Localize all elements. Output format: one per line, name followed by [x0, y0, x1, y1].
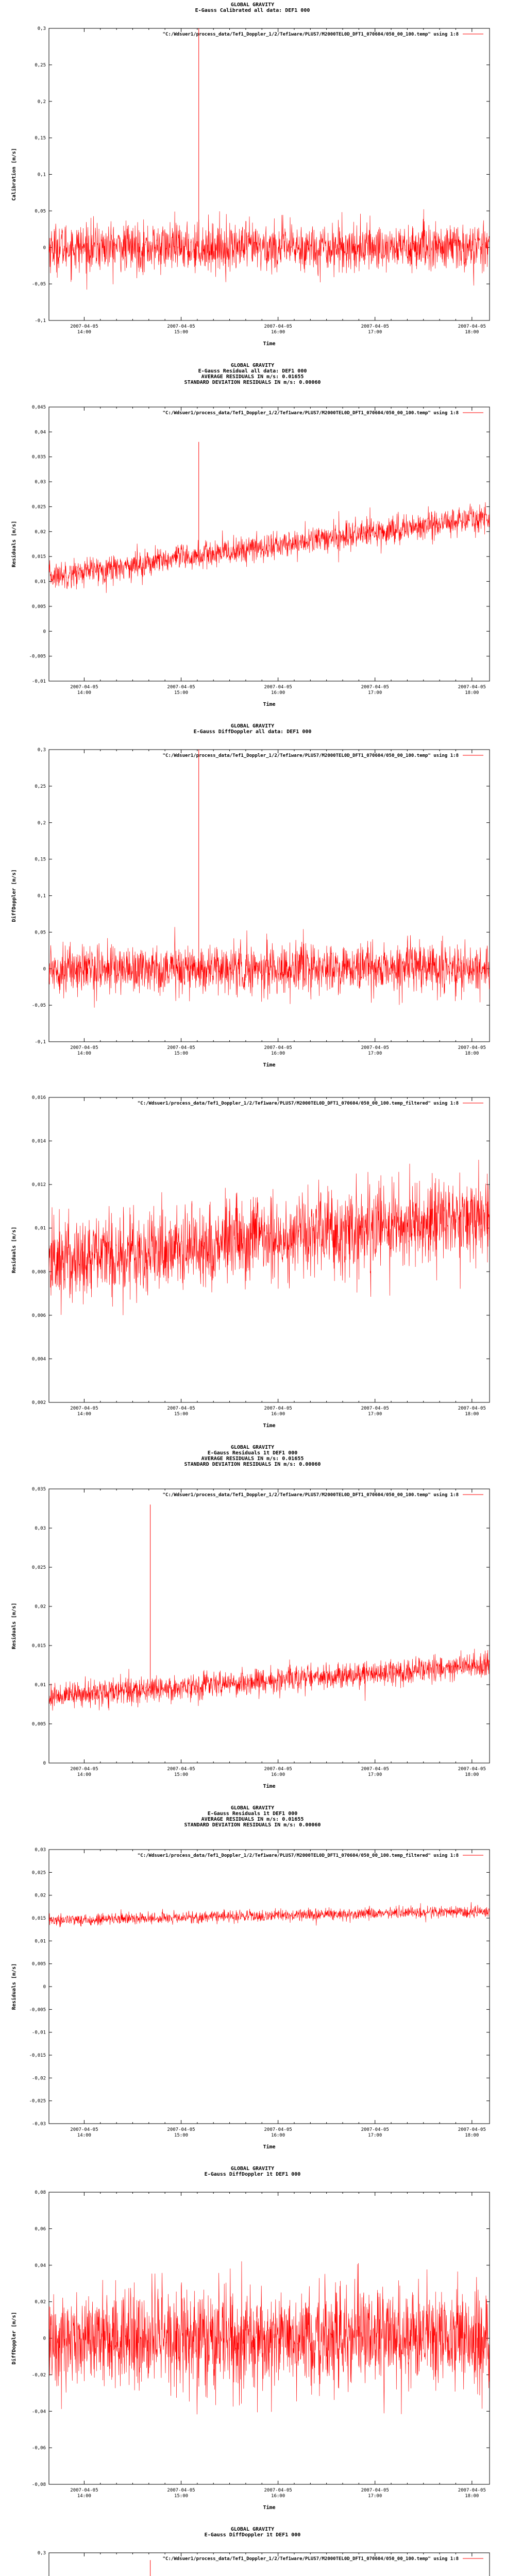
- y-tick-label: -0,08: [31, 2482, 46, 2487]
- y-tick-label: 0: [43, 1761, 46, 1766]
- y-tick-label: 0,05: [35, 209, 46, 214]
- y-tick-label: 0,002: [31, 1400, 46, 1405]
- y-tick-label: 0,2: [37, 99, 46, 105]
- x-tick-label: 2007-04-05: [458, 1045, 486, 1050]
- y-tick-label: 0,01: [35, 1226, 46, 1231]
- x-tick-label: 2007-04-05: [264, 2127, 292, 2132]
- x-tick-label: 16:00: [271, 1772, 285, 1777]
- y-tick-label: -0,015: [29, 2053, 46, 2058]
- x-tick-label: 18:00: [465, 690, 479, 696]
- x-tick-label: 2007-04-05: [264, 1045, 292, 1050]
- y-tick-label: 0,15: [35, 135, 46, 141]
- chart-title-line: STANDARD DEVIATION RESIDUALS IN m/s: 0.00060: [184, 1462, 321, 1467]
- series-line: [49, 927, 490, 1008]
- chart-title-line: GLOBAL GRAVITY: [230, 2, 275, 8]
- x-tick-label: 2007-04-05: [458, 2488, 486, 2493]
- y-tick-label: 0,015: [31, 1916, 46, 1921]
- x-tick-label: 2007-04-05: [167, 2488, 195, 2493]
- y-tick-label: 0,04: [35, 430, 46, 435]
- chart-svg: [0, 2524, 505, 2576]
- y-tick-label: 0,3: [37, 26, 46, 31]
- x-tick-label: 18:00: [465, 1412, 479, 1417]
- y-tick-label: 0: [43, 245, 46, 251]
- y-tick-label: 0,25: [35, 62, 46, 68]
- y-tick-label: -0,01: [31, 679, 46, 684]
- y-tick-label: -0,025: [29, 2098, 46, 2104]
- x-tick-label: 2007-04-05: [458, 1767, 486, 1772]
- chart-svg: [0, 1443, 505, 1803]
- y-tick-label: -0,02: [31, 2076, 46, 2081]
- y-tick-label: -0,005: [29, 654, 46, 659]
- chart-title-line: STANDARD DEVIATION RESIDUALS IN m/s: 0.00060: [184, 1822, 321, 1828]
- y-tick-label: -0,02: [31, 2372, 46, 2378]
- x-tick-label: 2007-04-05: [70, 324, 98, 329]
- x-tick-label: 2007-04-05: [361, 1406, 389, 1411]
- x-tick-label: 2007-04-05: [167, 1406, 195, 1411]
- y-tick-label: 0,008: [31, 1269, 46, 1275]
- y-axis-label: DiffDoppler [m/s]: [11, 2312, 17, 2365]
- chart-svg: [0, 1082, 505, 1443]
- y-tick-label: 0,01: [35, 1939, 46, 1944]
- x-tick-label: 2007-04-05: [70, 1406, 98, 1411]
- x-tick-label: 18:00: [465, 2494, 479, 2499]
- x-tick-label: 2007-04-05: [458, 1406, 486, 1411]
- series-line: [49, 1649, 490, 1710]
- x-tick-label: 2007-04-05: [361, 2127, 389, 2132]
- y-tick-label: 0,08: [35, 2190, 46, 2195]
- legend-label: "C:/Wdsuer1/process_data/Tef1_Doppler_1/2/Tef1ware/PLUS7/M2000TEL0D_DFT1_070604/050_00_100.temp" using 1:8: [162, 32, 459, 37]
- plot-frame: [49, 1850, 490, 2124]
- x-tick-label: 2007-04-05: [264, 1406, 292, 1411]
- series-line: [49, 1160, 490, 1315]
- chart-svg: [0, 1803, 505, 2164]
- x-tick-label: 16:00: [271, 2133, 285, 2138]
- plot-frame: [49, 407, 490, 681]
- y-tick-label: -0,05: [31, 282, 46, 287]
- x-tick-label: 15:00: [174, 2133, 189, 2138]
- x-tick-label: 2007-04-05: [458, 685, 486, 690]
- y-axis-label: Calibration [m/s]: [11, 148, 17, 201]
- x-axis-label: Time: [263, 1423, 276, 1429]
- x-tick-label: 16:00: [271, 2494, 285, 2499]
- x-axis-label: Time: [263, 341, 276, 347]
- y-tick-label: 0,05: [35, 930, 46, 936]
- x-tick-label: 14:00: [77, 1412, 91, 1417]
- y-tick-label: 0,04: [35, 2263, 46, 2268]
- x-tick-label: 14:00: [77, 1772, 91, 1777]
- x-tick-label: 2007-04-05: [70, 2127, 98, 2132]
- legend-label: "C:/Wdsuer1/process_data/Tef1_Doppler_1/2/Tef1ware/PLUS7/M2000TEL0D_DFT1_070604/050_00_100.temp_filtered" using 1:8: [137, 1101, 459, 1106]
- y-axis-label: Residuals [m/s]: [11, 520, 17, 568]
- x-axis-label: Time: [263, 2144, 276, 2150]
- y-tick-label: 0: [43, 1985, 46, 1990]
- y-tick-label: -0,005: [29, 2007, 46, 2013]
- x-tick-label: 15:00: [174, 690, 189, 696]
- x-tick-label: 16:00: [271, 1412, 285, 1417]
- y-tick-label: 0: [43, 967, 46, 972]
- x-tick-label: 2007-04-05: [167, 324, 195, 329]
- y-tick-label: 0,2: [37, 820, 46, 826]
- x-tick-label: 17:00: [368, 1051, 382, 1056]
- x-tick-label: 18:00: [465, 330, 479, 335]
- y-tick-label: 0,3: [37, 2551, 46, 2556]
- x-tick-label: 15:00: [174, 1772, 189, 1777]
- y-tick-label: -0,06: [31, 2446, 46, 2451]
- y-tick-label: 0,005: [31, 604, 46, 609]
- x-tick-label: 15:00: [174, 1412, 189, 1417]
- y-tick-label: 0: [43, 629, 46, 635]
- y-tick-label: -0,04: [31, 2409, 46, 2415]
- x-tick-label: 2007-04-05: [264, 2488, 292, 2493]
- x-tick-label: 2007-04-05: [361, 685, 389, 690]
- plot-frame: [49, 750, 490, 1042]
- y-tick-label: 0,025: [31, 1565, 46, 1570]
- x-tick-label: 14:00: [77, 2494, 91, 2499]
- x-tick-label: 17:00: [368, 690, 382, 696]
- plot-frame: [49, 28, 490, 320]
- plot-frame: [49, 1489, 490, 1763]
- chart-svg: [0, 0, 505, 361]
- x-tick-label: 16:00: [271, 690, 285, 696]
- y-tick-label: 0,025: [31, 504, 46, 510]
- x-tick-label: 14:00: [77, 2133, 91, 2138]
- y-tick-label: 0,015: [31, 1643, 46, 1649]
- x-tick-label: 14:00: [77, 690, 91, 696]
- chart-title-line: E-Gauss Calibrated all data: DEF1 000: [195, 8, 310, 13]
- chart-panel-2: [0, 361, 505, 721]
- x-axis-label: Time: [263, 2505, 276, 2511]
- x-tick-label: 2007-04-05: [167, 2127, 195, 2132]
- chart-title-line: STANDARD DEVIATION RESIDUALS IN m/s: 0.00060: [184, 380, 321, 385]
- y-tick-label: -0,1: [35, 318, 46, 324]
- chart-title-line: E-Gauss Residual all data: DEF1 000: [198, 368, 307, 374]
- y-tick-label: 0,02: [35, 1604, 46, 1609]
- x-tick-label: 18:00: [465, 1051, 479, 1056]
- x-tick-label: 17:00: [368, 330, 382, 335]
- x-tick-label: 2007-04-05: [70, 2488, 98, 2493]
- y-tick-label: 0,06: [35, 2226, 46, 2232]
- x-tick-label: 2007-04-05: [70, 1045, 98, 1050]
- y-tick-label: 0,004: [31, 1357, 46, 1362]
- x-tick-label: 2007-04-05: [361, 1045, 389, 1050]
- y-tick-label: 0,045: [31, 405, 46, 410]
- y-tick-label: 0: [43, 2336, 46, 2342]
- y-tick-label: 0,012: [31, 1182, 46, 1188]
- plot-frame: [49, 2192, 490, 2484]
- chart-panel-1: [0, 0, 505, 361]
- x-tick-label: 2007-04-05: [264, 1767, 292, 1772]
- chart-title-line: AVERAGE RESIDUALS IN m/s: 0.01655: [201, 1456, 304, 1462]
- y-tick-label: 0,02: [35, 1893, 46, 1899]
- y-axis-label: Residuals [m/s]: [11, 1226, 17, 1274]
- x-tick-label: 2007-04-05: [361, 2488, 389, 2493]
- x-tick-label: 2007-04-05: [264, 324, 292, 329]
- chart-panel-8: [0, 2524, 505, 2576]
- y-axis-label: Residuals [m/s]: [11, 1963, 17, 2010]
- x-tick-label: 16:00: [271, 330, 285, 335]
- chart-panel-3: [0, 721, 505, 1082]
- chart-title-line: AVERAGE RESIDUALS IN m/s: 0.01655: [201, 1817, 304, 1822]
- x-tick-label: 17:00: [368, 1412, 382, 1417]
- x-tick-label: 15:00: [174, 1051, 189, 1056]
- x-tick-label: 14:00: [77, 330, 91, 335]
- y-tick-label: 0,1: [37, 893, 46, 899]
- y-tick-label: 0,016: [31, 1095, 46, 1100]
- chart-svg: [0, 2164, 505, 2524]
- chart-title-line: E-Gauss Residuals 1t DEF1 000: [207, 1811, 298, 1817]
- x-tick-label: 2007-04-05: [167, 685, 195, 690]
- chart-title-line: E-Gauss DiffDoppler 1t DEF1 000: [204, 2532, 301, 2538]
- y-axis-label: DiffDoppler [m/s]: [11, 869, 17, 922]
- y-tick-label: 0,3: [37, 748, 46, 753]
- chart-title-line: AVERAGE RESIDUALS IN m/s: 0.01655: [201, 374, 304, 380]
- legend-label: "C:/Wdsuer1/process_data/Tef1_Doppler_1/2/Tef1ware/PLUS7/M2000TEL0D_DFT1_070604/050_00_100.temp_filtered" using 1:8: [137, 1853, 459, 1858]
- y-tick-label: -0,01: [31, 2030, 46, 2036]
- plot-frame: [49, 1097, 490, 1402]
- legend-label: "C:/Wdsuer1/process_data/Tef1_Doppler_1/2/Tef1ware/PLUS7/M2000TEL0D_DFT1_070604/050_00_100.temp" using 1:8: [162, 2556, 459, 2562]
- y-tick-label: -0,1: [35, 1040, 46, 1045]
- y-tick-label: 0,03: [35, 1526, 46, 1531]
- x-axis-label: Time: [263, 1062, 276, 1068]
- legend-label: "C:/Wdsuer1/process_data/Tef1_Doppler_1/2/Tef1ware/PLUS7/M2000TEL0D_DFT1_070604/050_00_100.temp" using 1:8: [162, 1493, 459, 1498]
- y-tick-label: -0,05: [31, 1003, 46, 1009]
- chart-panel-4: [0, 1082, 505, 1443]
- chart-title-line: GLOBAL GRAVITY: [230, 2527, 275, 2532]
- y-tick-label: 0,015: [31, 554, 46, 560]
- chart-title-line: E-Gauss DiffDoppler all data: DEF1 000: [193, 729, 312, 735]
- y-tick-label: 0,15: [35, 857, 46, 862]
- y-tick-label: 0,01: [35, 1683, 46, 1688]
- y-tick-label: 0,035: [31, 1487, 46, 1492]
- y-tick-label: 0,01: [35, 579, 46, 585]
- y-tick-label: -0,03: [31, 2122, 46, 2127]
- x-axis-label: Time: [263, 1784, 276, 1789]
- y-tick-label: 0,02: [35, 2299, 46, 2305]
- series-line: [49, 502, 490, 593]
- x-tick-label: 2007-04-05: [361, 1767, 389, 1772]
- series-line: [49, 209, 490, 290]
- legend-label: "C:/Wdsuer1/process_data/Tef1_Doppler_1/2/Tef1ware/PLUS7/M2000TEL0D_DFT1_070604/050_00_100.temp" using 1:8: [162, 411, 459, 416]
- y-axis-label: Residuals [m/s]: [11, 1602, 17, 1650]
- x-tick-label: 15:00: [174, 2494, 189, 2499]
- x-tick-label: 15:00: [174, 330, 189, 335]
- chart-title-line: GLOBAL GRAVITY: [230, 2166, 275, 2172]
- y-tick-label: 0,03: [35, 1848, 46, 1853]
- y-tick-label: 0,005: [31, 1961, 46, 1967]
- x-tick-label: 18:00: [465, 1772, 479, 1777]
- chart-title-line: GLOBAL GRAVITY: [230, 723, 275, 729]
- y-tick-label: 0,005: [31, 1722, 46, 1727]
- series-line: [49, 1902, 490, 1927]
- x-tick-label: 2007-04-05: [70, 685, 98, 690]
- chart-panel-5: [0, 1443, 505, 1803]
- series-line: [49, 2261, 490, 2414]
- chart-title-line: GLOBAL GRAVITY: [230, 363, 275, 368]
- chart-panel-6: [0, 1803, 505, 2164]
- y-tick-label: 0,1: [37, 172, 46, 178]
- chart-title-line: GLOBAL GRAVITY: [230, 1805, 275, 1811]
- x-axis-label: Time: [263, 702, 276, 707]
- chart-title-line: E-Gauss Residuals 1t DEF1 000: [207, 1450, 298, 1456]
- x-tick-label: 18:00: [465, 2133, 479, 2138]
- chart-svg: [0, 721, 505, 1082]
- chart-panel-7: [0, 2164, 505, 2524]
- y-tick-label: 0,02: [35, 529, 46, 535]
- y-tick-label: 0,25: [35, 784, 46, 789]
- y-tick-label: 0,006: [31, 1313, 46, 1318]
- x-tick-label: 2007-04-05: [264, 685, 292, 690]
- x-tick-label: 2007-04-05: [458, 2127, 486, 2132]
- y-tick-label: 0,035: [31, 454, 46, 460]
- x-tick-label: 2007-04-05: [70, 1767, 98, 1772]
- legend-label: "C:/Wdsuer1/process_data/Tef1_Doppler_1/2/Tef1ware/PLUS7/M2000TEL0D_DFT1_070604/050_00_100.temp" using 1:8: [162, 753, 459, 758]
- y-tick-label: 0,025: [31, 1870, 46, 1876]
- x-tick-label: 2007-04-05: [167, 1045, 195, 1050]
- chart-title-line: GLOBAL GRAVITY: [230, 1445, 275, 1450]
- chart-title-line: E-Gauss DiffDoppler 1t DEF1 000: [204, 2172, 301, 2177]
- x-tick-label: 17:00: [368, 1772, 382, 1777]
- x-tick-label: 16:00: [271, 1051, 285, 1056]
- x-tick-label: 2007-04-05: [361, 324, 389, 329]
- x-tick-label: 17:00: [368, 2494, 382, 2499]
- x-tick-label: 2007-04-05: [458, 324, 486, 329]
- x-tick-label: 17:00: [368, 2133, 382, 2138]
- x-tick-label: 2007-04-05: [167, 1767, 195, 1772]
- y-tick-label: 0,03: [35, 480, 46, 485]
- chart-svg: [0, 361, 505, 721]
- y-tick-label: 0,014: [31, 1139, 46, 1144]
- x-tick-label: 14:00: [77, 1051, 91, 1056]
